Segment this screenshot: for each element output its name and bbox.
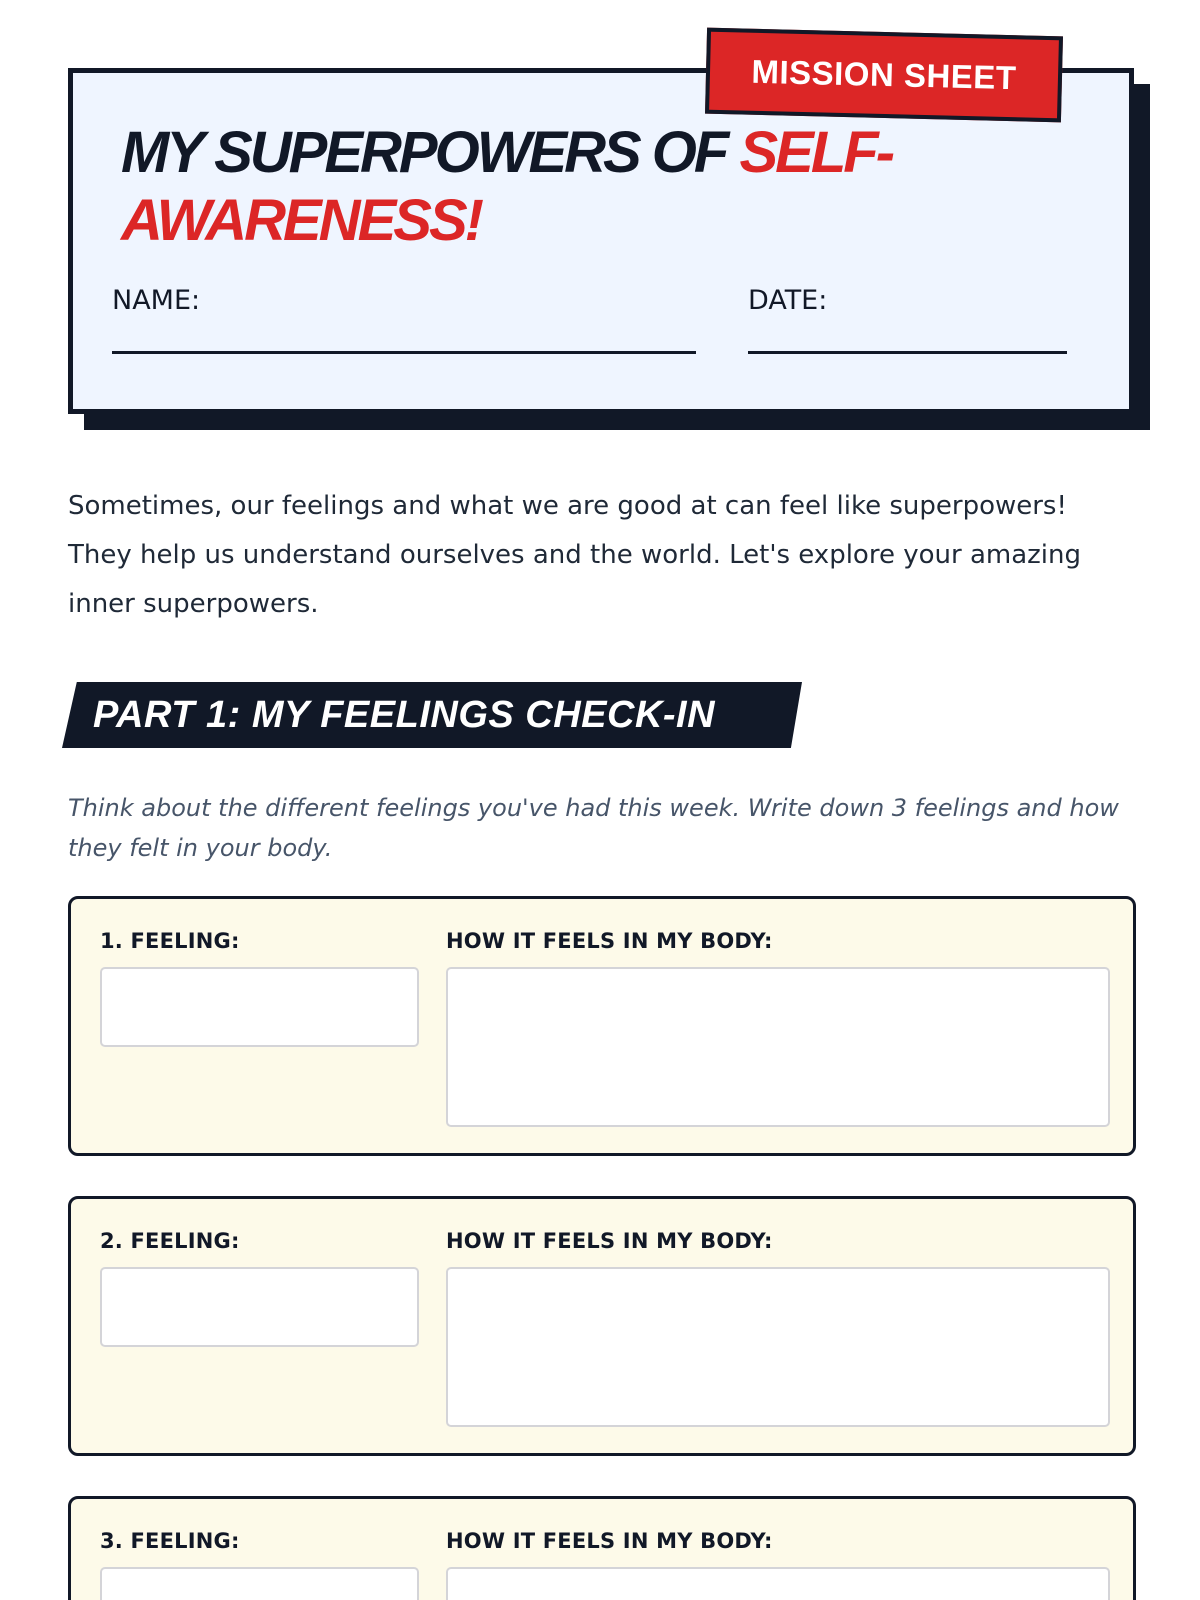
feeling-input[interactable]	[100, 967, 419, 1047]
date-label: DATE:	[748, 285, 828, 316]
mission-sheet-badge: MISSION SHEET	[705, 28, 1063, 123]
body-feeling-input[interactable]	[446, 967, 1110, 1127]
body-feeling-input[interactable]	[446, 1267, 1110, 1427]
feeling-label: 1. FEELING:	[100, 929, 240, 953]
feeling-label: 3. FEELING:	[100, 1529, 240, 1553]
name-field[interactable]	[112, 351, 696, 354]
intro-text: Sometimes, our feelings and what we are good at can feel like superpowers! They help us understand ourselves and the world. Let's explore your amazing inner superpowers.	[68, 491, 1081, 619]
part1-title: PART 1: MY FEELINGS CHECK-IN	[93, 693, 716, 736]
feeling-card	[68, 1496, 1136, 1600]
part1-instructions: Think about the different feelings you've had this week. Write down 3 feelings and how they felt in your body.	[68, 794, 1119, 862]
body-label: HOW IT FEELS IN MY BODY:	[446, 1529, 773, 1553]
page-title-accent: SELF-AWARENESS!	[121, 120, 893, 253]
feeling-card	[68, 896, 1136, 1156]
body-label: HOW IT FEELS IN MY BODY:	[446, 929, 773, 953]
feeling-label: 2. FEELING:	[100, 1229, 240, 1253]
body-label: HOW IT FEELS IN MY BODY:	[446, 1229, 773, 1253]
feeling-card	[68, 1196, 1136, 1456]
body-feeling-input[interactable]	[446, 1567, 1110, 1600]
feeling-input[interactable]	[100, 1267, 419, 1347]
page-title-main: MY SUPERPOWERS OF	[121, 120, 740, 185]
feeling-input[interactable]	[100, 1567, 419, 1600]
page-title	[121, 119, 1021, 255]
date-field[interactable]	[748, 351, 1067, 354]
name-label: NAME:	[112, 285, 201, 316]
